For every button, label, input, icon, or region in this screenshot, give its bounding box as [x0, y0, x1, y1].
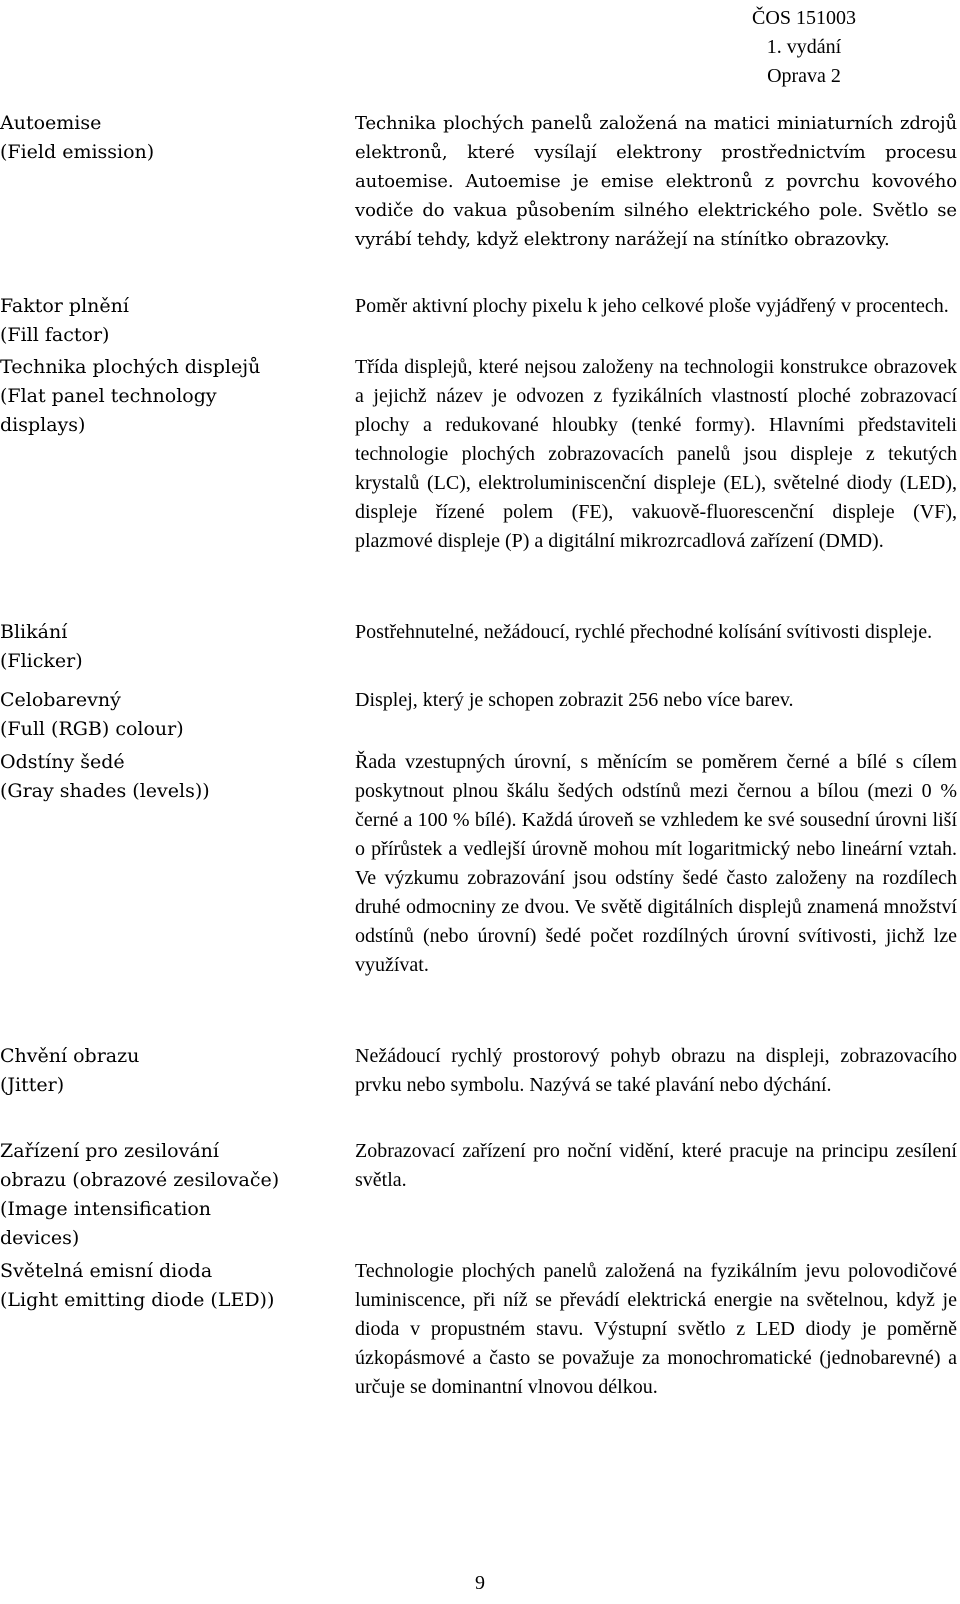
term-en: (Full (RGB) colour)	[0, 718, 184, 740]
term-en: (Image intensification	[0, 1198, 211, 1220]
term-cs: Technika plochých displejů	[0, 356, 261, 378]
term-image-intensification	[0, 1137, 320, 1253]
definition-fill-factor: Poměr aktivní plochy pixelu k jeho celkové ploše vyjádřený v procentech.	[355, 295, 949, 317]
term-flat-panel	[0, 353, 320, 440]
term-flicker	[0, 618, 320, 676]
term-cs: Světelná emisní dioda	[0, 1260, 213, 1282]
definition-jitter: Nežádoucí rychlý prostorový pohyb obrazu na displeji, zobrazovacího prvku nebo symbolu. Nazývá se také plavání nebo dýchání.	[355, 1045, 957, 1096]
edition: 1. vydání	[766, 36, 842, 58]
definition-flicker: Postřehnutelné, nežádoucí, rychlé přechodné kolísání svítivosti displeje.	[355, 621, 933, 643]
term-cs-cont: obrazu (obrazové zesilovače)	[0, 1169, 280, 1191]
term-fill-factor	[0, 292, 320, 350]
term-jitter	[0, 1042, 320, 1100]
definition-flat-panel: Třída displejů, které nejsou založeny na technologii konstrukce obrazovek a jejichž název je odvozen z fyzikálních vlastností ploché zobrazovací plochy a redukované hloubky (tenké formy). Hlavními představiteli technologie plochých zobrazovacích panelů jsou displeje z tekutých krystalů (LC), elektroluminiscenční displeje (EL), světelné diody (LED), displeje řízené polem (FE), vakuově-fluorescenční displeje (VF), plazmové displeje (P) a digitální mikrozrcadlová zařízení (DMD).	[355, 356, 957, 552]
term-field-emission	[0, 109, 320, 167]
term-led	[0, 1257, 320, 1315]
term-en: (Field emission)	[0, 141, 155, 163]
definition-gray-shades: Řada vzestupných úrovní, s měnícím se poměrem černé a bílé s cílem poskytnout plnou škálu šedých odstínů mezi černou a bílou (mezi 0 % černé a 100 % bílé). Každá úroveň se vzhledem ke své sousední úrovni liší o přírůstek a vedlejší úrovně mohou mít logaritmický nebo lineární vztah. Ve výzkumu zobrazování jsou odstíny šedé často založeny na rozdílech druhé odmocniny ze dvou. Ve světě digitálních displejů znamená množství odstínů (nebo úrovní) šedé počet rozdílných úrovní svítivosti, jichž lze využívat.	[355, 751, 957, 976]
term-en: (Gray shades (levels))	[0, 780, 210, 802]
term-gray-shades	[0, 748, 320, 806]
definition-led: Technologie plochých panelů založená na fyzikálním jevu polovodičové luminiscence, při níž se převádí elektrická energie na světelnou, když je dioda v propustném stavu. Výstupní světlo z LED diody je poměrně úzkopásmové a často se považuje za monochromatické (jednobarevné) a určuje se dominantní vlnovou délkou.	[355, 1260, 957, 1398]
term-cs: Blikání	[0, 621, 68, 643]
term-en: (Jitter)	[0, 1074, 65, 1096]
term-cs: Zařízení pro zesilování	[0, 1140, 219, 1162]
definition-full-colour: Displej, který je schopen zobrazit 256 nebo více barev.	[355, 689, 794, 711]
term-cs: Faktor plnění	[0, 295, 129, 317]
term-cs: Autoemise	[0, 112, 102, 134]
term-cs: Odstíny šedé	[0, 751, 125, 773]
revision: Oprava 2	[767, 65, 841, 87]
standard-code: ČOS 151003	[752, 7, 856, 29]
definition-field-emission: Technika plochých panelů založená na matici miniaturních zdrojů elektronů, které vysílají elektrony prostřednictvím procesu autoemise. Autoemise je emise elektronů z povrchu kovového vodiče do vakua působením silného elektrického pole. Světlo se vyrábí tehdy, když elektrony narážejí na stínítko obrazovky.	[355, 113, 957, 250]
term-en: (Fill factor)	[0, 324, 110, 346]
term-en-cont: devices)	[0, 1227, 80, 1249]
page-number: 9	[475, 1572, 485, 1594]
term-full-colour	[0, 686, 320, 744]
document-header	[714, 4, 894, 91]
term-en: (Light emitting diode (LED))	[0, 1289, 275, 1311]
definition-image-intensification: Zobrazovací zařízení pro noční vidění, které pracuje na principu zesílení světla.	[355, 1140, 957, 1191]
term-en-cont: displays)	[0, 414, 86, 436]
term-en: (Flicker)	[0, 650, 83, 672]
term-cs: Chvění obrazu	[0, 1045, 140, 1067]
term-en: (Flat panel technology	[0, 385, 217, 407]
term-cs: Celobarevný	[0, 689, 121, 711]
